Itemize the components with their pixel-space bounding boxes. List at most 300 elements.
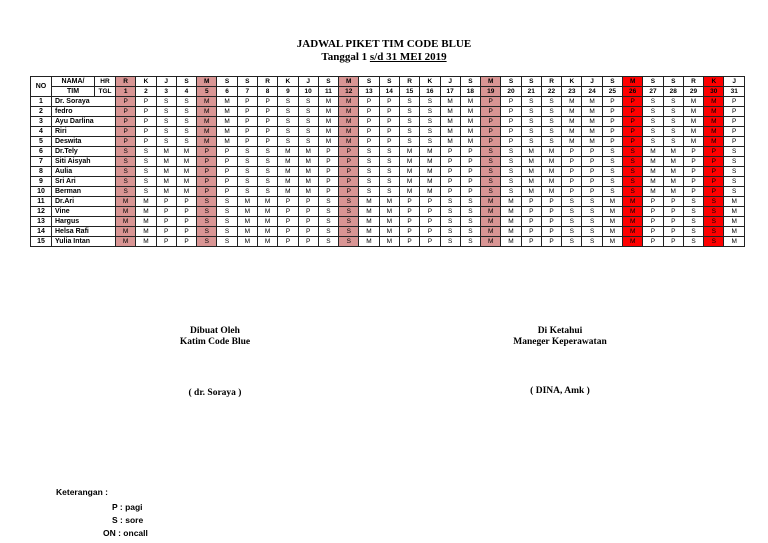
shift-cell: P <box>156 217 176 227</box>
header-day-cell: M <box>197 77 217 87</box>
shift-cell: S <box>136 177 156 187</box>
table-row <box>31 97 745 107</box>
shift-cell: M <box>582 127 602 137</box>
shift-cell: S <box>420 97 440 107</box>
shift-cell: P <box>663 207 683 217</box>
shift-cell: P <box>643 237 663 247</box>
shift-cell: M <box>704 137 724 147</box>
shift-cell: P <box>683 177 703 187</box>
shift-cell: P <box>440 167 460 177</box>
shift-cell: M <box>602 237 622 247</box>
shift-cell: P <box>420 217 440 227</box>
shift-cell: P <box>156 197 176 207</box>
shift-cell: P <box>298 207 318 217</box>
shift-cell: M <box>582 107 602 117</box>
shift-cell: M <box>663 177 683 187</box>
shift-cell: S <box>440 197 460 207</box>
header-day-cell: K <box>136 77 156 87</box>
shift-cell: P <box>156 207 176 217</box>
shift-cell: S <box>602 167 622 177</box>
shift-cell: S <box>521 107 541 117</box>
shift-cell: S <box>359 147 379 157</box>
shift-cell: P <box>197 187 217 197</box>
shift-cell: M <box>683 107 703 117</box>
shift-cell: S <box>116 147 136 157</box>
shift-cell: P <box>501 117 521 127</box>
table-row <box>31 207 745 217</box>
shift-cell: P <box>663 197 683 207</box>
shift-cell: S <box>501 157 521 167</box>
shift-cell: M <box>318 127 338 137</box>
shift-cell: M <box>704 97 724 107</box>
shift-cell: M <box>339 127 359 137</box>
shift-cell: M <box>116 217 136 227</box>
shift-cell: M <box>379 217 399 227</box>
shift-cell: M <box>197 117 217 127</box>
shift-cell: S <box>197 237 217 247</box>
shift-cell: S <box>724 167 745 177</box>
header-date-cell: 3 <box>156 87 176 97</box>
shift-cell: M <box>359 207 379 217</box>
shift-cell: M <box>460 137 480 147</box>
shift-cell: M <box>379 227 399 237</box>
header-day-cell: S <box>460 77 480 87</box>
shift-cell: P <box>136 117 156 127</box>
shift-cell: S <box>237 147 257 157</box>
shift-cell: S <box>116 157 136 167</box>
shift-cell: P <box>643 197 663 207</box>
shift-cell: M <box>339 107 359 117</box>
shift-cell: M <box>176 187 196 197</box>
header-day-cell: J <box>440 77 460 87</box>
header-date-cell: 21 <box>521 87 541 97</box>
shift-cell: S <box>399 97 419 107</box>
shift-cell: S <box>197 197 217 207</box>
shift-cell: M <box>440 127 460 137</box>
shift-cell: M <box>460 117 480 127</box>
header-day-cell: J <box>298 77 318 87</box>
shift-cell: M <box>298 157 318 167</box>
shift-cell: S <box>217 217 237 227</box>
shift-cell: P <box>379 117 399 127</box>
shift-cell: P <box>176 197 196 207</box>
shift-cell: M <box>521 157 541 167</box>
shift-cell: S <box>339 217 359 227</box>
shift-cell: M <box>481 217 501 227</box>
shift-cell: P <box>197 177 217 187</box>
shift-cell: S <box>176 97 196 107</box>
shift-cell: S <box>217 207 237 217</box>
shift-cell: S <box>156 127 176 137</box>
shift-cell: M <box>318 117 338 127</box>
header-day-cell: S <box>501 77 521 87</box>
shift-cell: P <box>724 97 745 107</box>
page-title: JADWAL PIKET TIM CODE BLUE <box>296 38 472 50</box>
shift-cell: P <box>136 137 156 147</box>
shift-cell: M <box>257 207 277 217</box>
header-date-cell: 30 <box>704 87 724 97</box>
shift-cell: S <box>156 107 176 117</box>
shift-cell: S <box>399 107 419 117</box>
shift-cell: P <box>440 147 460 157</box>
shift-cell: P <box>176 237 196 247</box>
signature-left-name: ( dr. Soraya ) <box>188 388 242 398</box>
table-row <box>31 187 745 197</box>
shift-cell: P <box>440 157 460 167</box>
shift-cell: P <box>460 157 480 167</box>
shift-cell: S <box>481 177 501 187</box>
shift-cell: P <box>602 127 622 137</box>
shift-cell: P <box>399 237 419 247</box>
shift-cell: M <box>278 147 298 157</box>
row-number: 7 <box>31 157 52 167</box>
shift-cell: S <box>623 177 643 187</box>
row-name: Riri <box>52 127 116 137</box>
shift-cell: S <box>704 227 724 237</box>
row-number: 10 <box>31 187 52 197</box>
shift-cell: P <box>460 177 480 187</box>
shift-cell: P <box>257 107 277 117</box>
shift-cell: S <box>460 197 480 207</box>
shift-cell: S <box>562 217 582 227</box>
shift-cell: P <box>257 97 277 107</box>
shift-cell: M <box>197 107 217 117</box>
shift-cell: M <box>339 97 359 107</box>
shift-cell: S <box>541 107 561 117</box>
shift-cell: M <box>541 187 561 197</box>
shift-cell: S <box>582 237 602 247</box>
shift-cell: P <box>623 97 643 107</box>
header-day-cell: M <box>339 77 359 87</box>
shift-cell: S <box>318 217 338 227</box>
shift-cell: P <box>318 147 338 157</box>
shift-cell: P <box>481 107 501 117</box>
signature-left <box>150 326 280 348</box>
shift-cell: P <box>562 157 582 167</box>
shift-cell: S <box>663 137 683 147</box>
shift-cell: P <box>176 217 196 227</box>
shift-cell: M <box>643 167 663 177</box>
row-number: 2 <box>31 107 52 117</box>
shift-cell: M <box>197 127 217 137</box>
shift-cell: S <box>176 127 196 137</box>
shift-cell: M <box>623 217 643 227</box>
shift-cell: S <box>257 187 277 197</box>
shift-cell: P <box>420 237 440 247</box>
shift-cell: S <box>663 127 683 137</box>
shift-cell: S <box>257 177 277 187</box>
shift-cell: S <box>217 227 237 237</box>
signature-right <box>480 326 640 348</box>
shift-cell: M <box>237 237 257 247</box>
header-day-cell: S <box>359 77 379 87</box>
header-day-cell: M <box>623 77 643 87</box>
row-number: 15 <box>31 237 52 247</box>
shift-cell: P <box>399 217 419 227</box>
shift-cell: P <box>481 117 501 127</box>
shift-cell: M <box>156 177 176 187</box>
shift-cell: M <box>156 167 176 177</box>
header-date-cell: 7 <box>237 87 257 97</box>
shift-cell: S <box>501 167 521 177</box>
shift-cell: S <box>298 97 318 107</box>
shift-cell: S <box>602 187 622 197</box>
table-row <box>31 167 745 177</box>
shift-cell: S <box>298 127 318 137</box>
header-day-cell: R <box>116 77 136 87</box>
shift-cell: M <box>460 107 480 117</box>
header-day-cell: S <box>237 77 257 87</box>
shift-cell: M <box>582 137 602 147</box>
shift-cell: P <box>197 157 217 167</box>
shift-cell: M <box>704 127 724 137</box>
shift-cell: M <box>460 97 480 107</box>
header-day-cell: R <box>399 77 419 87</box>
shift-cell: S <box>704 237 724 247</box>
shift-cell: M <box>298 167 318 177</box>
shift-cell: P <box>116 107 136 117</box>
legend-item-oncall: ON : oncall <box>103 528 148 538</box>
row-name: Helsa Rafi <box>52 227 116 237</box>
shift-cell: S <box>440 217 460 227</box>
shift-cell: P <box>257 127 277 137</box>
row-name: Hargus <box>52 217 116 227</box>
shift-cell: M <box>278 157 298 167</box>
shift-cell: M <box>602 197 622 207</box>
shift-cell: P <box>359 117 379 127</box>
shift-cell: S <box>501 147 521 157</box>
shift-cell: P <box>501 107 521 117</box>
shift-cell: M <box>623 207 643 217</box>
shift-cell: M <box>278 167 298 177</box>
shift-cell: P <box>582 147 602 157</box>
row-name: Dr.Ari <box>52 197 116 207</box>
shift-cell: P <box>237 137 257 147</box>
shift-cell: S <box>481 167 501 177</box>
header-date-cell: 10 <box>298 87 318 97</box>
shift-cell: S <box>298 107 318 117</box>
shift-cell: P <box>257 137 277 147</box>
shift-cell: M <box>481 207 501 217</box>
shift-cell: M <box>602 217 622 227</box>
shift-cell: P <box>237 107 257 117</box>
shift-cell: M <box>217 117 237 127</box>
shift-cell: P <box>562 147 582 157</box>
shift-cell: S <box>359 177 379 187</box>
shift-cell: P <box>278 227 298 237</box>
shift-cell: S <box>562 207 582 217</box>
shift-cell: S <box>339 237 359 247</box>
shift-cell: M <box>257 197 277 207</box>
shift-cell: M <box>379 237 399 247</box>
shift-cell: P <box>116 97 136 107</box>
shift-cell: P <box>176 207 196 217</box>
page-subtitle <box>0 51 768 63</box>
shift-cell: P <box>359 137 379 147</box>
shift-cell: S <box>623 187 643 197</box>
shift-cell: P <box>379 137 399 147</box>
shift-cell: P <box>521 237 541 247</box>
shift-cell: S <box>562 237 582 247</box>
shift-cell: M <box>663 147 683 157</box>
row-name: Sri Ari <box>52 177 116 187</box>
shift-cell: M <box>602 207 622 217</box>
table-row <box>31 237 745 247</box>
shift-cell: M <box>582 117 602 127</box>
shift-cell: M <box>460 127 480 137</box>
shift-cell: S <box>298 117 318 127</box>
shift-cell: P <box>440 187 460 197</box>
shift-cell: P <box>339 187 359 197</box>
shift-cell: P <box>582 167 602 177</box>
shift-cell: M <box>683 117 703 127</box>
shift-cell: P <box>399 207 419 217</box>
header-day-cell: K <box>278 77 298 87</box>
header-date-cell: 28 <box>663 87 683 97</box>
shift-cell: P <box>156 227 176 237</box>
shift-cell: S <box>501 177 521 187</box>
shift-cell: M <box>257 237 277 247</box>
shift-cell: M <box>440 97 460 107</box>
shift-cell: S <box>116 167 136 177</box>
table-row <box>31 127 745 137</box>
row-name: fedro <box>52 107 116 117</box>
shift-cell: M <box>237 217 257 227</box>
shift-cell: S <box>704 207 724 217</box>
shift-cell: S <box>663 97 683 107</box>
shift-cell: M <box>116 227 136 237</box>
header-date-cell: 5 <box>197 87 217 97</box>
shift-cell: M <box>217 127 237 137</box>
shift-cell: P <box>683 157 703 167</box>
header-date-cell: 17 <box>440 87 460 97</box>
shift-cell: P <box>197 167 217 177</box>
shift-cell: S <box>460 207 480 217</box>
shift-cell: S <box>724 187 745 197</box>
shift-cell: P <box>420 207 440 217</box>
shift-cell: M <box>440 107 460 117</box>
shift-cell: M <box>724 207 745 217</box>
shift-cell: S <box>460 227 480 237</box>
shift-cell: P <box>278 217 298 227</box>
shift-cell: M <box>643 187 663 197</box>
shift-cell: S <box>602 157 622 167</box>
shift-cell: M <box>501 207 521 217</box>
shift-cell: S <box>704 197 724 207</box>
shift-cell: M <box>197 97 217 107</box>
shift-cell: P <box>136 127 156 137</box>
shift-cell: P <box>541 207 561 217</box>
row-number: 13 <box>31 217 52 227</box>
shift-cell: P <box>278 197 298 207</box>
shift-cell: S <box>724 177 745 187</box>
shift-cell: S <box>379 167 399 177</box>
shift-cell: P <box>298 217 318 227</box>
shift-cell: S <box>136 157 156 167</box>
shift-cell: S <box>440 237 460 247</box>
row-number: 1 <box>31 97 52 107</box>
shift-cell: P <box>562 177 582 187</box>
shift-cell: M <box>339 117 359 127</box>
shift-cell: M <box>359 217 379 227</box>
shift-cell: S <box>562 227 582 237</box>
shift-cell: P <box>217 157 237 167</box>
shift-cell: M <box>237 197 257 207</box>
table-row <box>31 147 745 157</box>
shift-cell: S <box>237 167 257 177</box>
row-number: 8 <box>31 167 52 177</box>
shift-cell: S <box>278 137 298 147</box>
shift-cell: S <box>481 147 501 157</box>
signature-right-line2: Maneger Keperawatan <box>513 337 607 347</box>
shift-cell: M <box>217 137 237 147</box>
shift-cell: P <box>623 107 643 117</box>
shift-cell: M <box>176 157 196 167</box>
shift-cell: P <box>541 217 561 227</box>
shift-cell: S <box>643 97 663 107</box>
shift-cell: M <box>116 237 136 247</box>
shift-cell: P <box>156 237 176 247</box>
shift-cell: M <box>501 227 521 237</box>
shift-cell: P <box>501 137 521 147</box>
shift-cell: M <box>420 177 440 187</box>
shift-cell: P <box>339 157 359 167</box>
row-name: Deswita <box>52 137 116 147</box>
shift-cell: S <box>257 147 277 157</box>
shift-cell: P <box>704 177 724 187</box>
shift-cell: S <box>582 207 602 217</box>
shift-cell: P <box>278 207 298 217</box>
shift-cell: M <box>501 197 521 207</box>
shift-cell: M <box>298 147 318 157</box>
shift-cell: M <box>420 157 440 167</box>
shift-cell: P <box>704 157 724 167</box>
shift-cell: M <box>501 237 521 247</box>
shift-cell: S <box>460 217 480 227</box>
shift-cell: S <box>339 227 359 237</box>
shift-cell: M <box>359 197 379 207</box>
header-date-cell: 27 <box>643 87 663 97</box>
header-date-cell: 1 <box>116 87 136 97</box>
shift-cell: S <box>582 217 602 227</box>
shift-cell: S <box>136 147 156 157</box>
shift-cell: P <box>339 177 359 187</box>
shift-cell: M <box>481 197 501 207</box>
shift-cell: M <box>724 197 745 207</box>
shift-cell: S <box>602 177 622 187</box>
table-row <box>31 107 745 117</box>
header-date-cell: 29 <box>683 87 703 97</box>
legend-item-sore: S : sore <box>112 515 144 525</box>
shift-cell: M <box>237 207 257 217</box>
shift-cell: S <box>420 107 440 117</box>
shift-cell: M <box>562 117 582 127</box>
header-date-cell: 20 <box>501 87 521 97</box>
row-name: Dr. Soraya <box>52 97 116 107</box>
shift-cell: S <box>724 147 745 157</box>
shift-cell: S <box>541 97 561 107</box>
shift-cell: M <box>683 127 703 137</box>
header-date-cell: 11 <box>318 87 338 97</box>
shift-cell: M <box>176 147 196 157</box>
shift-cell: S <box>379 157 399 167</box>
shift-cell: P <box>481 127 501 137</box>
shift-cell: S <box>643 137 663 147</box>
shift-cell: M <box>582 97 602 107</box>
shift-cell: M <box>623 227 643 237</box>
signature-left-line2: Katim Code Blue <box>179 337 251 347</box>
shift-cell: S <box>156 117 176 127</box>
